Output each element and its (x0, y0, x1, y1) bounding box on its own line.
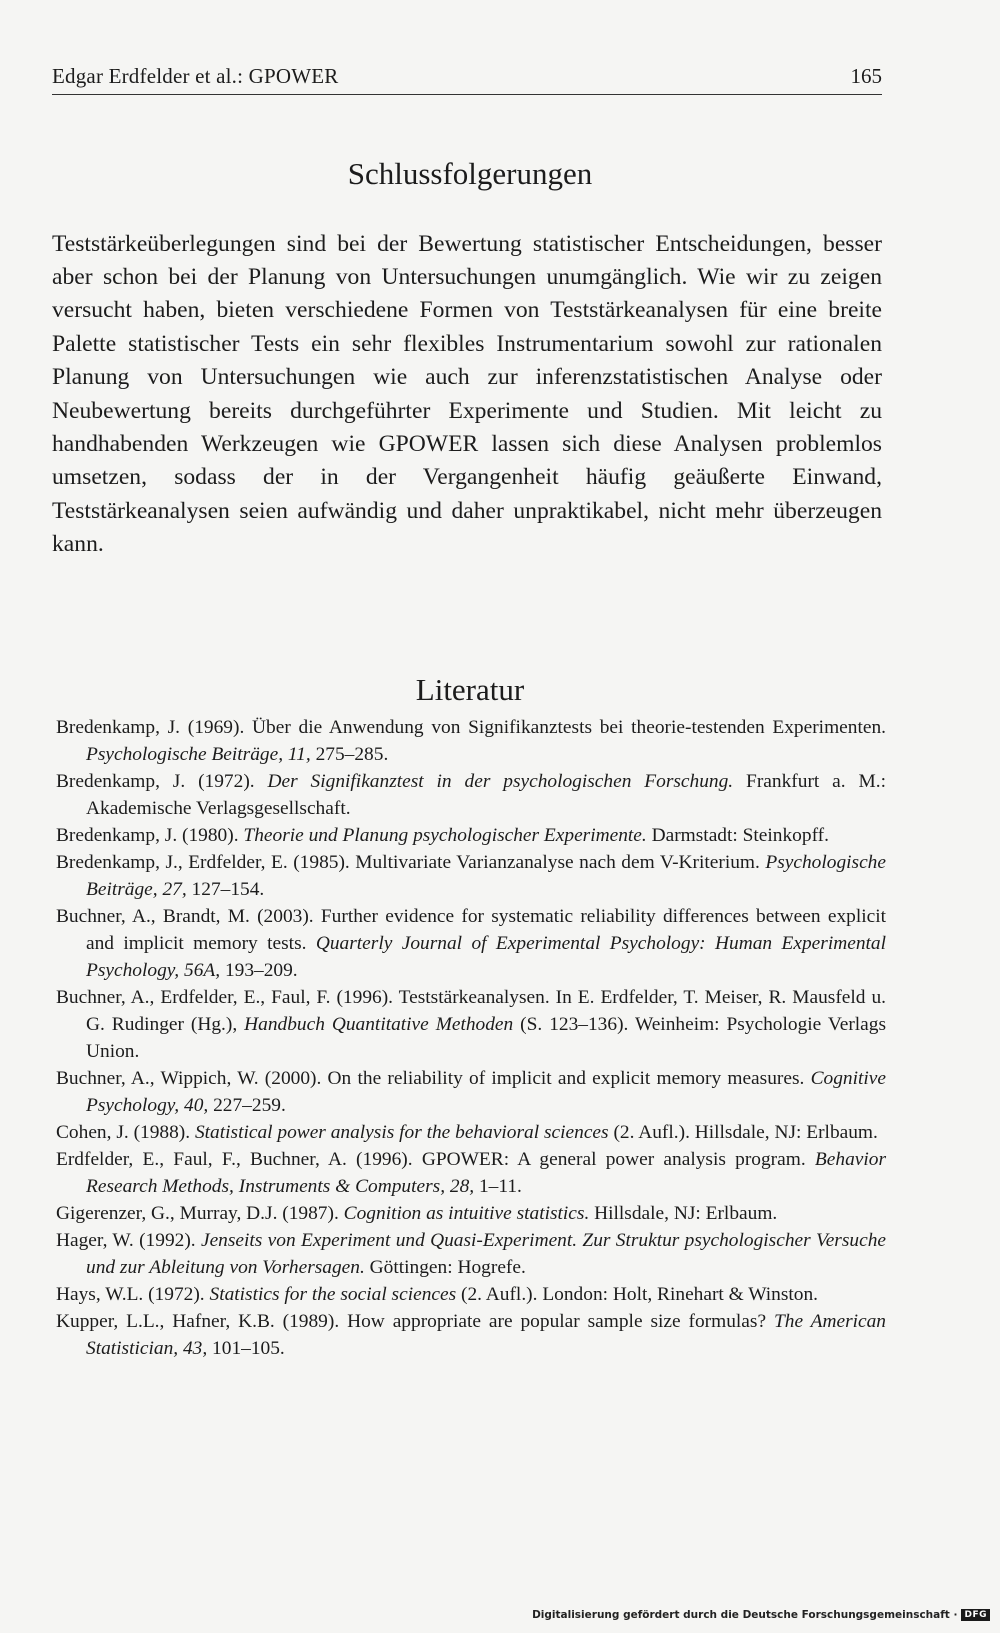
reference-source: Cognition as intuitive statistics. (343, 1203, 590, 1224)
reference-entry (56, 1308, 886, 1362)
reference-text: Erdfelder, E., Faul, F., Buchner, A. (1996). GPOWER: A general power analysis program. (56, 1149, 815, 1170)
reference-entry (56, 903, 886, 984)
reference-source: Psychologische Beiträge, 11, (86, 744, 311, 765)
reference-text: Bredenkamp, J. (1980). (56, 825, 244, 846)
reference-source: Cognitive Psychology, 40, (86, 1068, 886, 1116)
reference-text: Buchner, A., Erdfelder, E., Faul, F. (1996). Teststärkeanalysen. In E. Erdfelder, T. Meiser, R. Mausfeld u. G. Rudinger (Hg.), (56, 987, 886, 1035)
reference-source: The American Statistician, 43, (86, 1311, 887, 1359)
footer-text: Digitalisierung gefördert durch die Deutsche Forschungsgemeinschaft · (532, 1609, 958, 1621)
dfg-logo-icon: DFG (961, 1609, 990, 1621)
page-number: 165 (850, 64, 882, 88)
reference-entry (56, 849, 886, 903)
reference-source: Statistical power analysis for the behavioral sciences (194, 1122, 609, 1143)
reference-details: (2. Aufl.). London: Holt, Rinehart & Winston. (456, 1284, 819, 1305)
running-title: Edgar Erdfelder et al.: GPOWER (52, 64, 339, 88)
section-heading-conclusions: Schlussfolgerungen (347, 155, 593, 191)
reference-details: 275–285. (310, 744, 389, 765)
reference-details: Frankfurt a. M.: Akademische Verlagsgesellschaft. (86, 771, 886, 819)
reference-source: Jenseits von Experiment und Quasi-Experiment. Zur Struktur psychologischer Versuche und zur Ableitung von Vorhersagen. (86, 1230, 886, 1278)
reference-details: 127–154. (186, 879, 265, 900)
reference-entry (56, 768, 886, 822)
section-heading-literature: Literatur (415, 671, 525, 707)
reference-source: Behavior Research Methods, Instruments & Computers, 28, (86, 1149, 886, 1197)
reference-text: Bredenkamp, J. (1972). (56, 771, 268, 792)
running-head (52, 60, 882, 95)
reference-text: Cohen, J. (1988). (56, 1122, 195, 1143)
reference-entry (56, 1227, 886, 1281)
reference-entry (56, 1281, 886, 1308)
reference-entry (56, 1065, 886, 1119)
reference-details: 101–105. (207, 1338, 285, 1359)
reference-text: Buchner, A., Wippich, W. (2000). On the reliability of implicit and explicit memory measures. (56, 1068, 811, 1089)
reference-details: Darmstadt: Steinkopff. (646, 825, 829, 846)
reference-source: Handbuch Quantitative Methoden (244, 1014, 514, 1035)
reference-entry (56, 1200, 886, 1227)
reference-details: 193–209. (220, 960, 298, 981)
reference-text: Hager, W. (1992). (56, 1230, 201, 1251)
reference-source: Quarterly Journal of Experimental Psychology: Human Experimental Psychology, 56A, (86, 933, 886, 981)
reference-details: (S. 123–136). Weinheim: Psychologie Verlags Union. (86, 1014, 887, 1062)
reference-list (56, 714, 886, 1362)
reference-source: Psychologische Beiträge, 27, (86, 852, 886, 900)
reference-entry (56, 714, 886, 768)
conclusion-paragraph: Teststärkeüberlegungen sind bei der Bewertung statistischer Entscheidungen, besser aber schon bei der Planung von Untersuchungen unumgänglich. Wie wir zu zeigen versucht haben, bieten verschiedene Formen von Teststärkeanalysen für eine breite Palette statistischer Tests ein sehr flexibles Instrumentarium sowohl zur rationalen Planung von Untersuchungen wie auch zur inferenzstatistischen Analyse oder Neubewertung bereits durchgeführter Experimente und Studien. Mit leicht zu handhabenden Werkzeugen wie GPOWER lassen sich diese Analysen problemlos umsetzen, sodass der in der Vergangenheit häufig geäußerte Einwand, Teststärkeanalysen seien aufwändig und daher unpraktikabel, nicht mehr überzeugen kann. (52, 230, 882, 558)
footer-note (532, 1609, 990, 1621)
reference-details: Göttingen: Hogrefe. (364, 1257, 526, 1278)
reference-details: 1–11. (474, 1176, 522, 1197)
reference-text: Bredenkamp, J. (1969). Über die Anwendung von Signifikanztests bei theorie-testenden Experimenten. (56, 717, 886, 738)
reference-details: (2. Aufl.). Hillsdale, NJ: Erlbaum. (608, 1122, 878, 1143)
reference-source: Theorie und Planung psychologischer Experimente. (243, 825, 647, 846)
reference-entry (56, 1146, 886, 1200)
reference-entry (56, 984, 886, 1065)
reference-text: Kupper, L.L., Hafner, K.B. (1989). How appropriate are popular sample size formulas? (56, 1311, 774, 1332)
reference-text: Gigerenzer, G., Murray, D.J. (1987). (56, 1203, 344, 1224)
reference-text: Hays, W.L. (1972). (56, 1284, 210, 1305)
reference-text: Bredenkamp, J., Erdfelder, E. (1985). Multivariate Varianzanalyse nach dem V-Kriterium. (56, 852, 766, 873)
reference-text: Buchner, A., Brandt, M. (2003). Further evidence for systematic reliability differences between explicit and implicit memory tests. (56, 906, 886, 954)
reference-details: Hillsdale, NJ: Erlbaum. (589, 1203, 778, 1224)
reference-entry (56, 822, 886, 849)
reference-details: 227–259. (208, 1095, 286, 1116)
reference-source: Statistics for the social sciences (209, 1284, 457, 1305)
reference-entry (56, 1119, 886, 1146)
reference-source: Der Signifikanztest in der psychologischen Forschung. (267, 771, 734, 792)
